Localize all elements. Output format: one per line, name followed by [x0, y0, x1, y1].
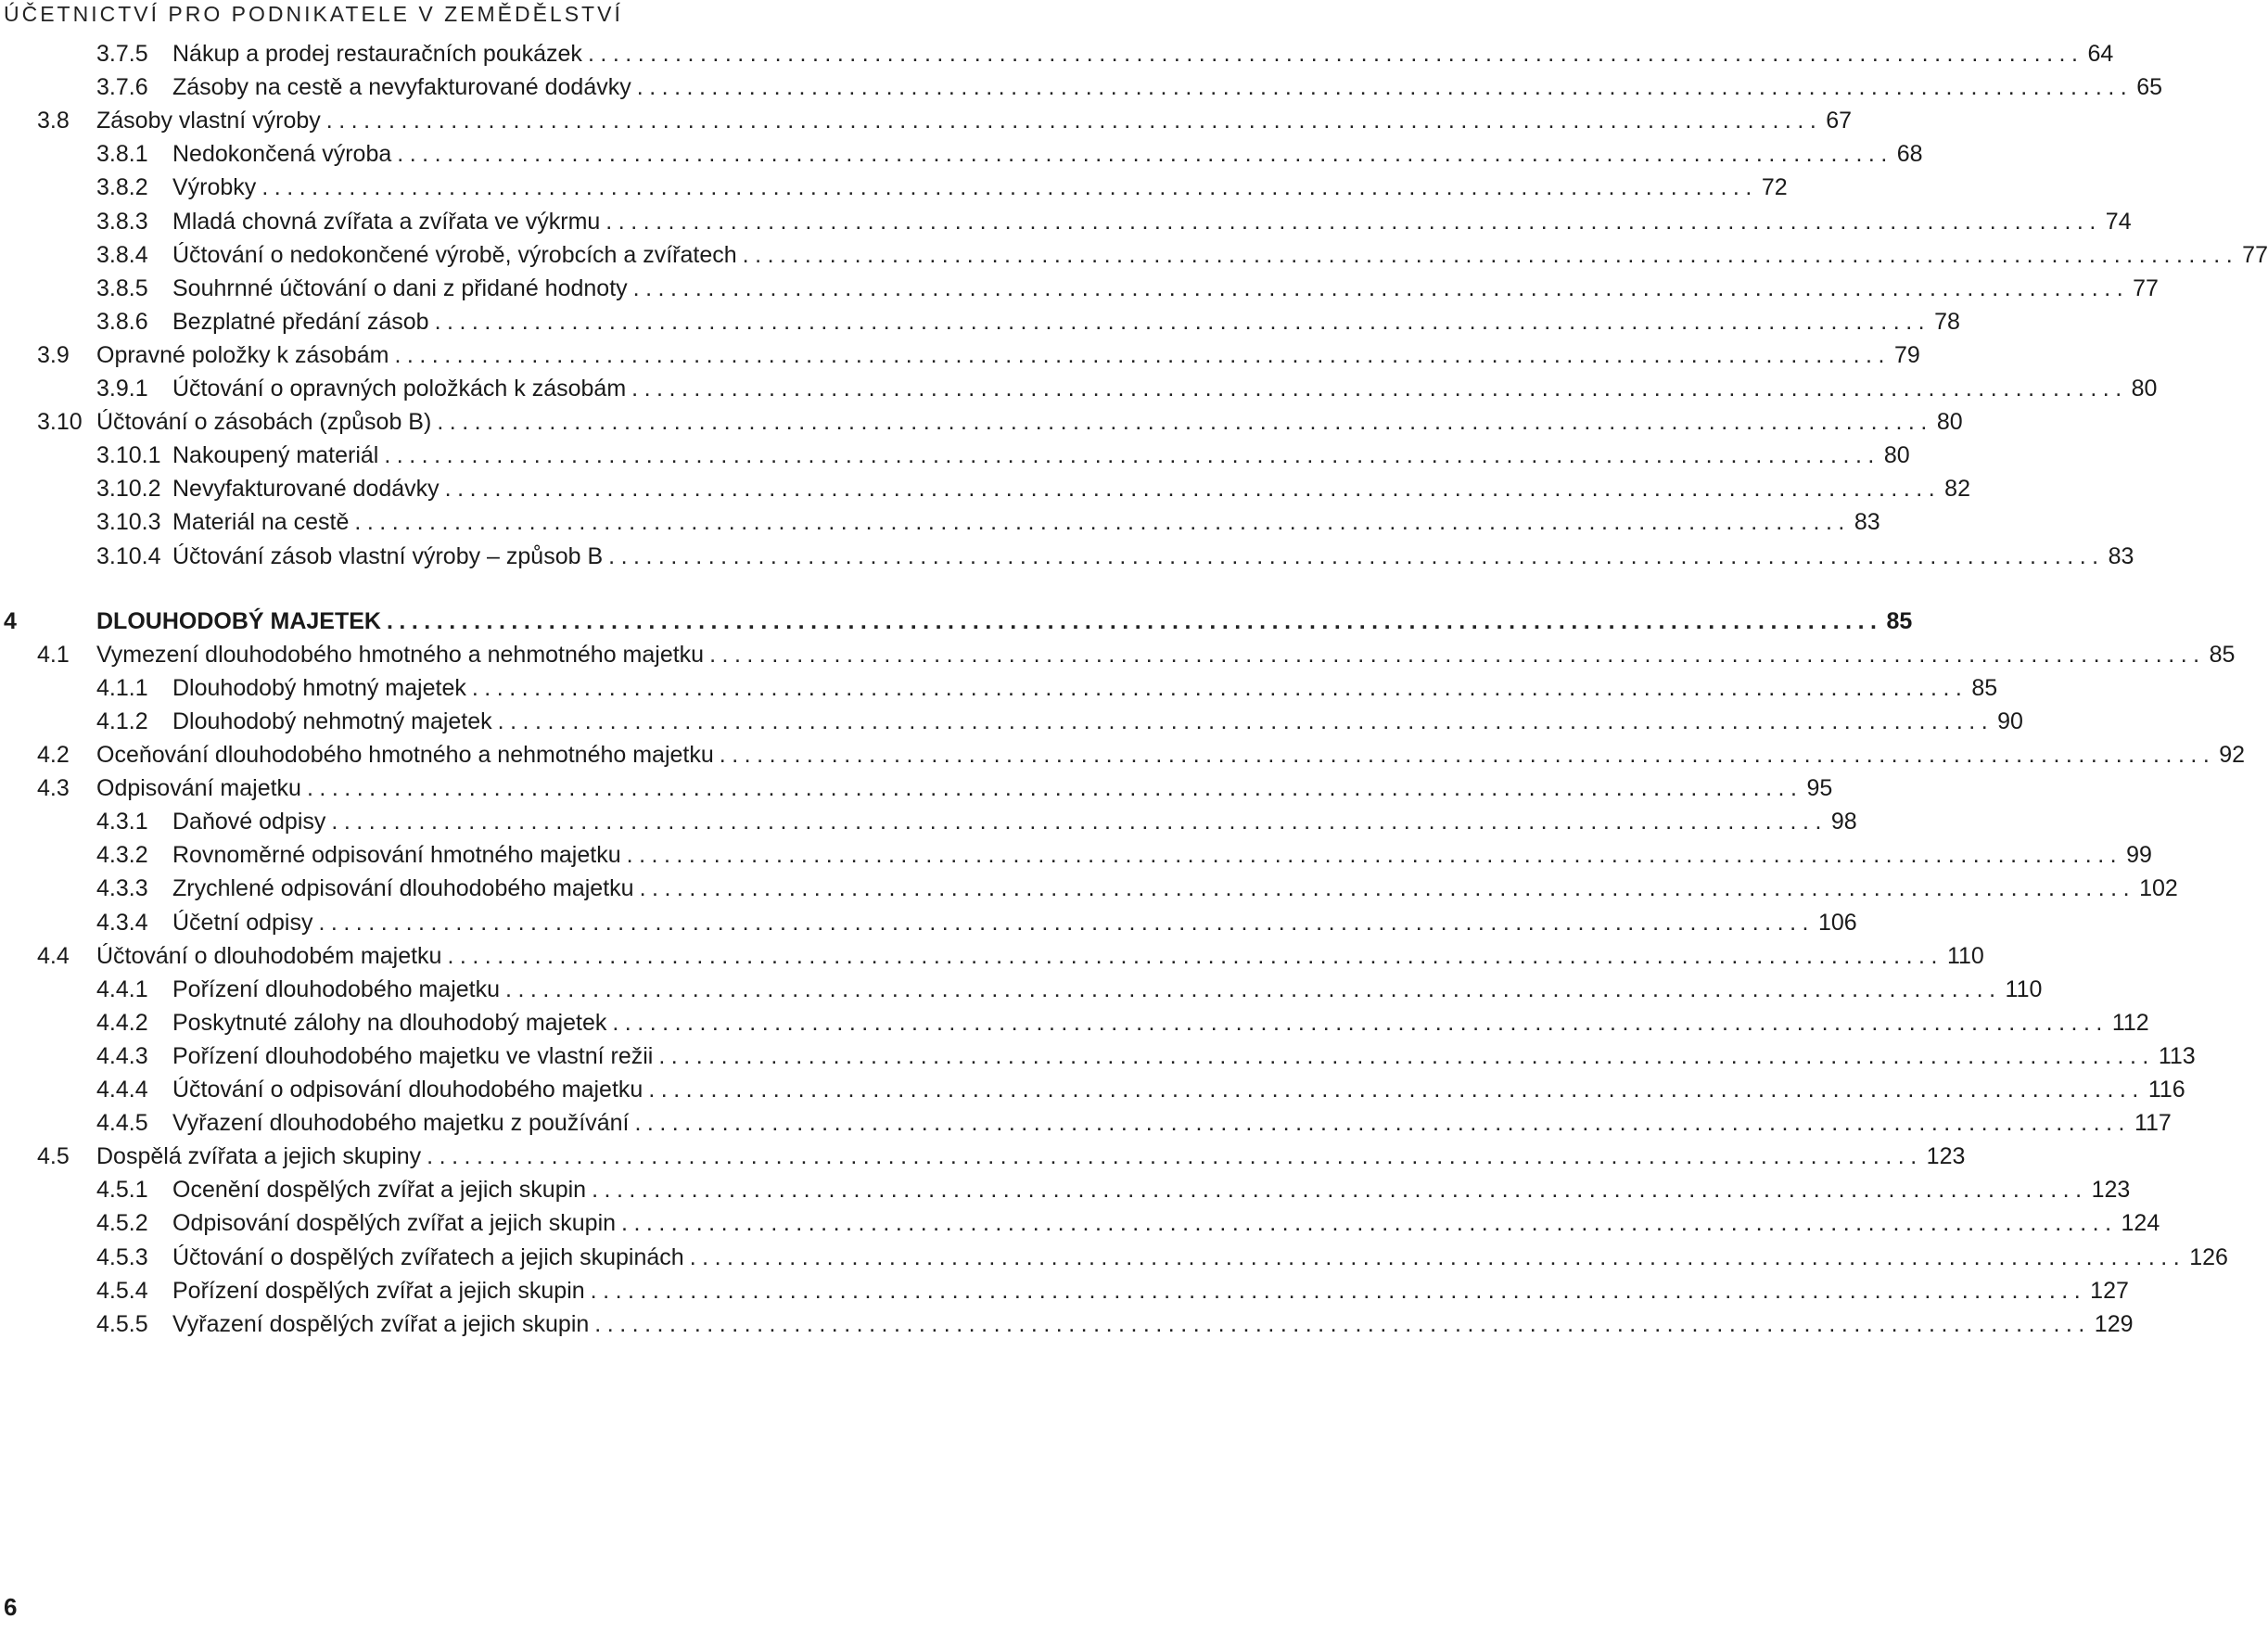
toc-entry [96, 1038, 2196, 1075]
toc-entry [96, 538, 2134, 575]
toc-entry-number: 3.10.1 [96, 442, 161, 469]
toc-entry-number: 4.4 [37, 942, 70, 969]
dot-leader: ........................................................................................................................ [437, 409, 1933, 436]
toc-entry [37, 337, 1920, 374]
toc-entry-number: 4.4.3 [96, 1042, 148, 1069]
toc-entry-page: 78 [1934, 308, 1960, 335]
toc-entry [37, 403, 1963, 440]
dot-leader: ........................................................................................................................ [608, 542, 2105, 569]
toc-entry-title: Odpisování dospělých zvířat a jejich skupin [172, 1210, 617, 1237]
toc-entry [96, 904, 1857, 941]
toc-entry-number: 4.1 [37, 641, 70, 668]
dot-leader: ........................................................................................................................ [594, 1310, 2091, 1337]
toc-entry [96, 35, 2114, 72]
toc-entry-number: 4.5.1 [96, 1177, 148, 1204]
dot-leader: ........................................................................................................................ [658, 1042, 2155, 1069]
dot-leader: ........................................................................................................................ [689, 1243, 2186, 1270]
toc-entry-title: Účtování o opravných položkách k zásobám [172, 376, 627, 402]
dot-leader: ........................................................................................................................ [497, 708, 1994, 734]
toc-entry-number: 3.8 [37, 108, 70, 134]
dot-leader: ........................................................................................................................ [634, 1110, 2131, 1137]
dot-leader: ........................................................................................................................ [639, 875, 2136, 902]
toc-entry-page: 80 [1883, 442, 1910, 469]
toc-entry-page: 123 [1926, 1143, 1966, 1170]
toc-entry-page: 83 [2108, 542, 2134, 569]
toc-entry-page: 85 [2209, 641, 2236, 668]
toc-entry-title: Účtování zásob vlastní výroby – způsob B [172, 542, 604, 569]
toc-entry-number: 4.5.3 [96, 1243, 148, 1270]
toc-entry-number: 3.8.4 [96, 241, 148, 268]
toc-entry [96, 135, 1923, 172]
toc-entry-title: Souhrnné účtování o dani z přidané hodnoty [172, 274, 628, 301]
toc-entry-page: 126 [2189, 1243, 2228, 1270]
toc-entry [96, 1171, 2131, 1208]
toc-entry-number: 4.5.2 [96, 1210, 148, 1237]
toc-entry [96, 203, 2132, 240]
toc-entry-page: 85 [1971, 674, 1998, 701]
toc-entry [96, 1306, 2134, 1343]
toc-entry-number: 4.3 [37, 775, 70, 802]
dot-leader: ........................................................................................................................ [587, 41, 2084, 67]
toc-entry-page: 116 [2147, 1077, 2185, 1103]
toc-entry-page: 72 [1761, 174, 1788, 201]
toc-entry [96, 303, 1960, 340]
running-head: ÚČETNICTVÍ PRO PODNIKATELE V ZEMĚDĚLSTVÍ [4, 2, 623, 26]
toc-entry-number: 4.4.4 [96, 1077, 148, 1103]
toc-entry [96, 370, 2158, 407]
toc-entry [37, 937, 1984, 975]
dot-leader: ........................................................................................................................ [648, 1077, 2145, 1103]
toc-entry-title: Dlouhodobý nehmotný majetek [172, 708, 492, 734]
toc-entry [37, 636, 2236, 673]
toc-entry-page: 90 [1997, 708, 2023, 734]
toc-entry-title: Bezplatné předání zásob [172, 308, 429, 335]
toc-entry-page: 98 [1830, 809, 1857, 835]
dot-leader: ........................................................................................................................ [590, 1277, 2087, 1304]
toc-entry-title: Daňové odpisy [172, 809, 326, 835]
dot-leader: ........................................................................................................................ [626, 842, 2123, 869]
toc-entry-number: 4.4.5 [96, 1110, 148, 1137]
toc-entry [37, 770, 1833, 807]
dot-leader: ........................................................................................................................ [621, 1210, 2118, 1237]
toc-entry-title: Mladá chovná zvířata a zvířata ve výkrmu [172, 208, 601, 235]
toc-entry-title: Odpisování majetku [96, 775, 301, 802]
toc-entry-title: Účtování o nedokončené výrobě, výrobcích a zvířatech [172, 241, 737, 268]
toc-entry [37, 1138, 1966, 1175]
toc-entry-page: 110 [2005, 975, 2043, 1002]
dot-leader: ........................................................................................................................ [709, 641, 2206, 668]
toc-entry-title: Účtování o zásobách (způsob B) [96, 409, 432, 436]
toc-entry-number: 3.8.5 [96, 274, 148, 301]
dot-leader: ........................................................................................................................ [612, 1009, 2109, 1036]
toc-entry-page: 129 [2094, 1310, 2134, 1337]
toc-entry-title: Oceňování dlouhodobého hmotného a nehmotného majetku [96, 742, 714, 768]
toc-entry-page: 99 [2126, 842, 2152, 869]
dot-leader: ........................................................................................................................ [444, 476, 1942, 503]
toc-entry [96, 1071, 2185, 1108]
toc-entry-page: 80 [1936, 409, 1963, 436]
dot-leader: ........................................................................................................................ [306, 775, 1803, 802]
dot-leader: ........................................................................................................................ [447, 942, 1943, 969]
toc-entry [96, 437, 1910, 474]
dot-leader: ........................................................................................................................ [397, 141, 1893, 168]
dot-leader: ........................................................................................................................ [325, 108, 1823, 134]
toc-entry-number: 3.7.6 [96, 74, 148, 101]
toc-entry-page: 127 [2090, 1277, 2129, 1304]
dot-leader: ........................................................................................................................ [719, 742, 2216, 768]
toc-entry-title: Vymezení dlouhodobého hmotného a nehmotného majetku [96, 641, 705, 668]
toc-entry [96, 1104, 2172, 1141]
toc-entry-number: 3.8.6 [96, 308, 148, 335]
toc-entry-number: 4 [4, 607, 17, 634]
toc-entry-page: 82 [1944, 476, 1970, 503]
toc-entry-page: 79 [1893, 341, 1920, 368]
toc-entry-page: 106 [1817, 909, 1857, 936]
toc-entry-title: DLOUHODOBÝ MAJETEK [96, 607, 381, 634]
toc-entry [96, 803, 1857, 840]
toc-entry [37, 102, 1853, 139]
toc-entry-number: 3.8.2 [96, 174, 148, 201]
toc-entry-page: 92 [2219, 742, 2246, 768]
toc-entry [4, 603, 1913, 640]
dot-leader: ........................................................................................................................ [394, 341, 1891, 368]
toc-entry-number: 4.3.1 [96, 809, 148, 835]
toc-entry-number: 3.10.3 [96, 509, 161, 536]
toc-entry-page: 124 [2121, 1210, 2160, 1237]
dot-leader: ........................................................................................................................ [471, 674, 1969, 701]
toc-entry-number: 3.7.5 [96, 41, 148, 67]
toc-entry-number: 4.4.2 [96, 1009, 148, 1036]
toc-entry-number: 3.8.3 [96, 208, 148, 235]
toc-entry-page: 77 [2242, 241, 2268, 268]
toc-entry [96, 870, 2178, 907]
toc-entry-number: 4.3.4 [96, 909, 148, 936]
toc-entry [96, 169, 1788, 206]
toc-entry [96, 836, 2152, 873]
dot-leader: ........................................................................................................................ [427, 1143, 1923, 1170]
toc-entry-title: Zrychlené odpisování dlouhodobého majetku [172, 875, 634, 902]
toc-entry-title: Pořízení dlouhodobého majetku ve vlastní režii [172, 1042, 654, 1069]
toc-entry-title: Materiál na cestě [172, 509, 350, 536]
toc-entry [96, 504, 1880, 541]
toc-entry-title: Nakoupený materiál [172, 442, 379, 469]
toc-entry-title: Dospělá zvířata a jejich skupiny [96, 1143, 422, 1170]
toc-entry-number: 4.5 [37, 1143, 70, 1170]
toc-entry-title: Účtování o odpisování dlouhodobého majetku [172, 1077, 643, 1103]
dot-leader: ........................................................................................................................ [632, 274, 2130, 301]
toc-entry-title: Rovnoměrné odpisování hmotného majetku [172, 842, 621, 869]
toc-entry-page: 74 [2105, 208, 2132, 235]
toc-entry-number: 3.10.2 [96, 476, 161, 503]
toc-entry [96, 1004, 2149, 1041]
toc-entry [96, 1205, 2160, 1242]
toc-entry-title: Účtování o dlouhodobém majetku [96, 942, 442, 969]
toc-entry-page: 113 [2158, 1042, 2196, 1069]
toc-entry-number: 4.5.4 [96, 1277, 148, 1304]
dot-leader: ........................................................................................................................ [434, 308, 1931, 335]
toc-entry-number: 3.8.1 [96, 141, 148, 168]
toc-entry-page: 65 [2136, 74, 2163, 101]
toc-entry-page: 110 [1946, 942, 1984, 969]
toc-entry-page: 95 [1806, 775, 1833, 802]
toc-entry-number: 3.10 [37, 409, 83, 436]
toc-entry-number: 3.9 [37, 341, 70, 368]
toc-entry-number: 3.9.1 [96, 376, 148, 402]
toc-entry-title: Opravné položky k zásobám [96, 341, 389, 368]
dot-leader: ........................................................................................................................ [636, 74, 2134, 101]
dot-leader: ........................................................................................................................ [261, 174, 1758, 201]
toc-entry-title: Nákup a prodej restauračních poukázek [172, 41, 582, 67]
toc-entry [96, 69, 2163, 106]
dot-leader: ........................................................................................................................ [742, 241, 2239, 268]
toc-entry [96, 1272, 2129, 1309]
toc-entry-page: 77 [2133, 274, 2159, 301]
toc-entry [96, 270, 2159, 307]
toc-entry-page: 123 [2091, 1177, 2131, 1204]
toc-entry-number: 4.5.5 [96, 1310, 148, 1337]
toc-entry-title: Vyřazení dospělých zvířat a jejich skupin [172, 1310, 590, 1337]
toc-entry-number: 3.10.4 [96, 542, 161, 569]
dot-leader: ........................................................................................................................ [505, 975, 2002, 1002]
dot-leader: ........................................................................................................................ [331, 809, 1828, 835]
toc-entry-number: 4.2 [37, 742, 70, 768]
toc-entry-page: 112 [2111, 1009, 2149, 1036]
toc-entry-number: 4.4.1 [96, 975, 148, 1002]
dot-leader: ........................................................................................................................ [631, 376, 2128, 402]
toc-entry-number: 4.1.2 [96, 708, 148, 734]
toc-entry-page: 117 [2134, 1110, 2172, 1137]
toc-entry [96, 971, 2043, 1008]
dot-leader: ........................................................................................................................ [384, 442, 1880, 469]
toc-entry-page: 68 [1896, 141, 1923, 168]
toc-entry [96, 669, 1998, 707]
toc-entry-title: Nevyfakturované dodávky [172, 476, 440, 503]
toc-entry-title: Účetní odpisy [172, 909, 313, 936]
toc-entry [96, 703, 2023, 740]
toc-entry [96, 1239, 2228, 1276]
dot-leader: ........................................................................................................................ [386, 607, 1883, 634]
dot-leader: ........................................................................................................................ [354, 509, 1851, 536]
dot-leader: ........................................................................................................................ [592, 1177, 2088, 1204]
toc-entry-title: Zásoby na cestě a nevyfakturované dodávky [172, 74, 631, 101]
dot-leader: ........................................................................................................................ [605, 208, 2102, 235]
toc-entry-title: Zásoby vlastní výroby [96, 108, 321, 134]
toc-entry-title: Poskytnuté zálohy na dlouhodobý majetek [172, 1009, 607, 1036]
toc-entry-number: 4.3.2 [96, 842, 148, 869]
toc-entry-page: 67 [1826, 108, 1853, 134]
toc-entry-page: 102 [2139, 875, 2178, 902]
toc-entry [96, 470, 1970, 507]
toc-entry-number: 4.3.3 [96, 875, 148, 902]
toc-entry-page: 80 [2131, 376, 2158, 402]
toc-entry-page: 64 [2087, 41, 2114, 67]
toc-entry [37, 736, 2246, 773]
toc-entry-page: 83 [1854, 509, 1880, 536]
toc-entry-title: Pořízení dlouhodobého majetku [172, 975, 501, 1002]
toc-entry-title: Nedokončená výroba [172, 141, 392, 168]
toc-entry-title: Ocenění dospělých zvířat a jejich skupin [172, 1177, 587, 1204]
toc-entry-page: 85 [1886, 607, 1913, 634]
toc-entry-number: 4.1.1 [96, 674, 148, 701]
page-number: 6 [4, 1593, 18, 1621]
toc-entry-title: Výrobky [172, 174, 257, 201]
toc-entry-title: Pořízení dospělých zvířat a jejich skupin [172, 1277, 585, 1304]
toc-entry-title: Dlouhodobý hmotný majetek [172, 674, 466, 701]
dot-leader: ........................................................................................................................ [318, 909, 1815, 936]
toc-entry [96, 236, 2268, 274]
toc-entry-title: Vyřazení dlouhodobého majetku z používání [172, 1110, 630, 1137]
toc-entry-title: Účtování o dospělých zvířatech a jejich skupinách [172, 1243, 684, 1270]
